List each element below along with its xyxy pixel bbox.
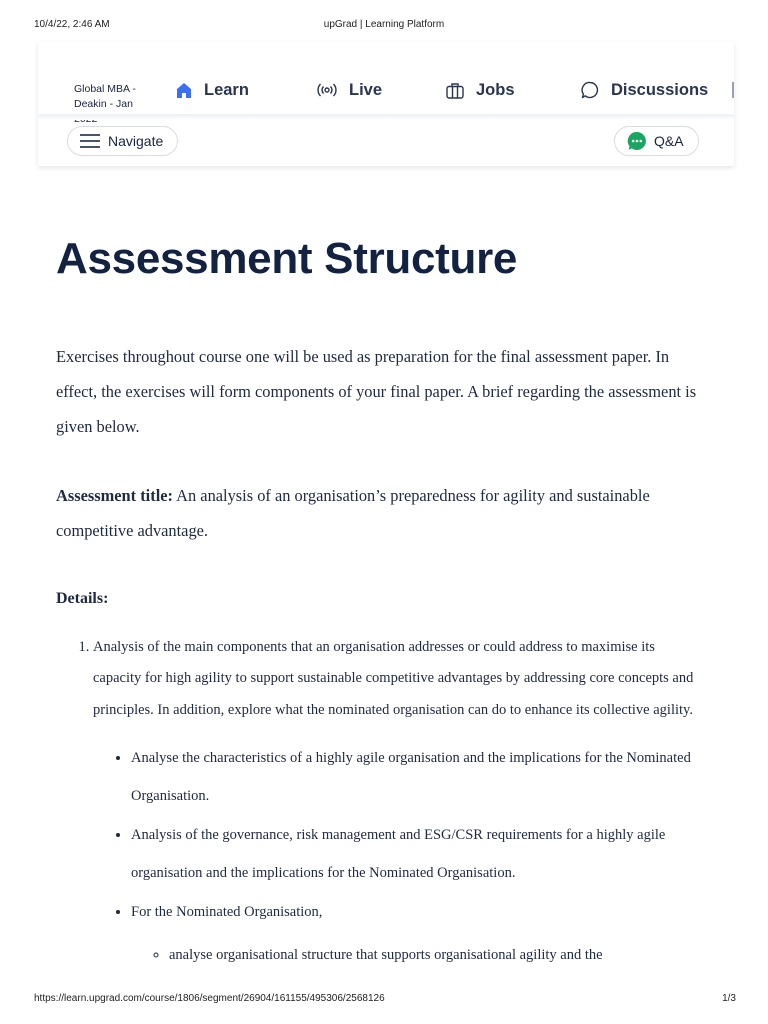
chat-bubble-icon [581, 81, 599, 99]
assessment-title-text: An analysis of an organisation’s preparedness for agility and sustainable competitive advantage. [56, 486, 650, 540]
navigate-label: Navigate [108, 133, 164, 149]
qa-label: Q&A [654, 133, 684, 149]
nav-discussions-label: Discussions [611, 80, 709, 99]
details-list [56, 632, 706, 974]
assessment-title-label: Assessment title: [56, 486, 173, 505]
sub-bullet-item: ◦ analyse organisational structure that supports organisational agility and the [169, 936, 706, 974]
nav-live[interactable] [317, 80, 382, 100]
intro-paragraph: Exercises throughout course one will be used as preparation for the final assessment paper. In effect, the exercises will form components of your final paper. A brief regarding the assessment is given below. [56, 347, 697, 436]
top-nav-bar [38, 42, 734, 114]
bullet-item-text: For the Nominated Organisation, [131, 903, 323, 920]
page-cutoff [0, 986, 768, 1024]
nav-overflow-edge [732, 82, 734, 98]
sub-nav-bar [38, 124, 734, 160]
print-page-number: 1/3 [722, 993, 736, 1004]
nav-learn-label: Learn [204, 80, 249, 99]
bullet-item: • Analysis of the governance, risk management and ESG/CSR requirements for a highly agile organisation and the implications for the Nominated Organisation. [131, 816, 706, 893]
details-heading: Details: [56, 590, 109, 607]
details-item [93, 632, 706, 974]
print-datetime: 10/4/22, 2:46 AM [34, 19, 110, 30]
briefcase-icon [446, 82, 464, 99]
hamburger-menu-icon [80, 134, 100, 148]
bullet-item [131, 893, 706, 975]
nav-learn[interactable] [176, 80, 249, 100]
assessment-content [56, 339, 706, 974]
details-item-text: Analysis of the main components that an organisation addresses or could address to maximise its capacity for high agility to support sustainable competitive advantages by addressing core concepts and principles. In addition, explore what the nominated organisation can do to enhance its collective agility. [93, 639, 694, 718]
nav-jobs[interactable] [446, 80, 515, 100]
print-url: https://learn.upgrad.com/course/1806/segment/26904/161155/495306/2568126 [34, 993, 385, 1004]
sub-bullets [131, 936, 706, 974]
print-page-title: upGrad | Learning Platform [323, 19, 445, 30]
page-title: Assessment Structure [56, 234, 518, 283]
program-name[interactable]: Global MBA - Deakin - Jan [74, 83, 136, 110]
nav-live-label: Live [349, 80, 383, 99]
bullet-item: • Analyse the characteristics of a highly agile organisation and the implications for the Nominated Organisation. [131, 739, 706, 816]
qa-button[interactable] [614, 126, 699, 156]
nav-discussions[interactable] [581, 80, 708, 100]
header-divider [38, 114, 734, 120]
chat-dots-icon [627, 131, 647, 151]
nav-jobs-label: Jobs [476, 80, 515, 99]
app-header [38, 42, 734, 166]
navigate-button[interactable] [67, 126, 178, 156]
broadcast-icon [317, 83, 337, 97]
details-bullets [93, 739, 706, 975]
home-icon [176, 82, 192, 99]
assessment-title-paragraph [56, 478, 706, 548]
